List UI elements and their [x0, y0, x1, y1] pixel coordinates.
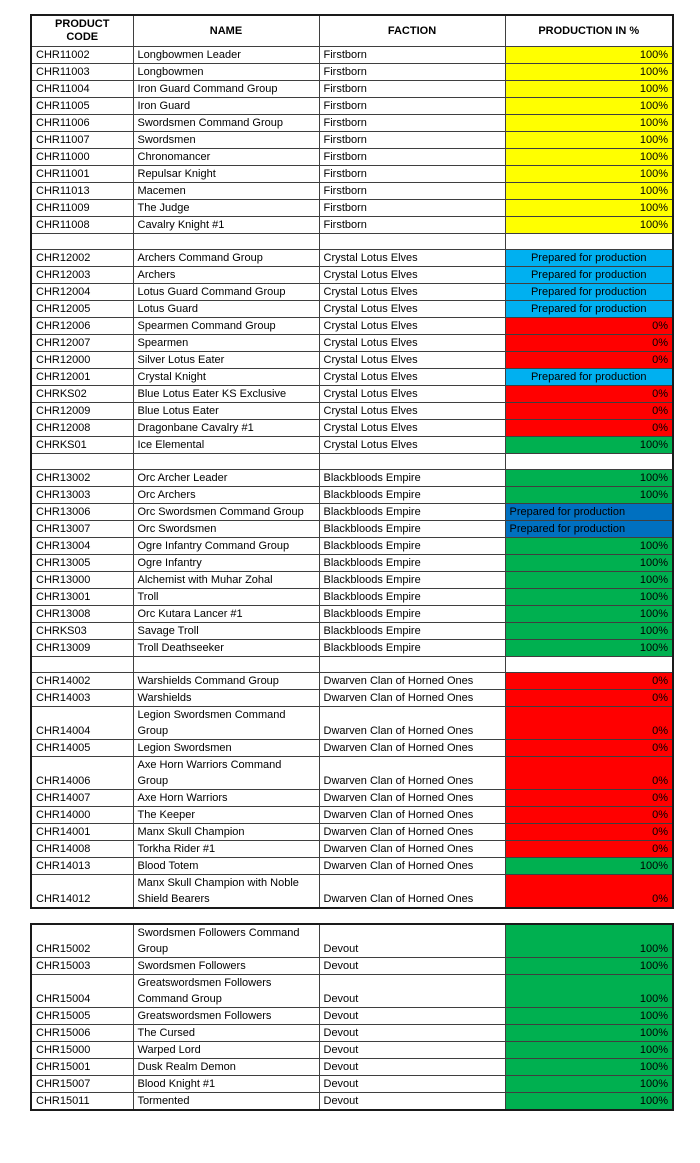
- header-row: [31, 15, 673, 47]
- product-name-cell: Spearmen: [133, 335, 319, 352]
- product-name-cell: Ogre Infantry: [133, 555, 319, 572]
- table-row: [31, 1042, 673, 1059]
- faction-cell: Dwarven Clan of Horned Ones: [319, 790, 505, 807]
- spacer-cell: [133, 657, 319, 673]
- faction-cell: Dwarven Clan of Horned Ones: [319, 690, 505, 707]
- column-header-status: PRODUCTION IN %: [505, 15, 673, 47]
- product-name-cell: Iron Guard Command Group: [133, 81, 319, 98]
- product-name-cell: Greatswordsmen Followers Command Group: [133, 975, 319, 1008]
- spacer-cell: [133, 234, 319, 250]
- table-row: [31, 98, 673, 115]
- production-status-cell: Prepared for production: [505, 369, 673, 386]
- product-name-cell: Greatswordsmen Followers: [133, 1008, 319, 1025]
- product-name-cell: Swordsmen Followers: [133, 958, 319, 975]
- table-row: [31, 975, 673, 1008]
- product-code-cell: CHR13001: [31, 589, 133, 606]
- product-name-cell: Lotus Guard Command Group: [133, 284, 319, 301]
- table-row: [31, 149, 673, 166]
- faction-cell: Firstborn: [319, 115, 505, 132]
- product-code-cell: CHR12008: [31, 420, 133, 437]
- production-status-cell: 0%: [505, 352, 673, 369]
- table-row: [31, 790, 673, 807]
- faction-cell: Dwarven Clan of Horned Ones: [319, 757, 505, 790]
- production-status-cell: 100%: [505, 470, 673, 487]
- production-status-cell: 100%: [505, 487, 673, 504]
- production-status-cell: 100%: [505, 858, 673, 875]
- table-row: [31, 757, 673, 790]
- production-status-cell: 100%: [505, 98, 673, 115]
- production-status-cell: Prepared for production: [505, 521, 673, 538]
- product-name-cell: Blood Knight #1: [133, 1076, 319, 1093]
- faction-cell: Crystal Lotus Elves: [319, 369, 505, 386]
- table-row: [31, 81, 673, 98]
- faction-cell: Devout: [319, 958, 505, 975]
- table-row: [31, 420, 673, 437]
- product-code-cell: CHR13006: [31, 504, 133, 521]
- product-name-cell: The Judge: [133, 200, 319, 217]
- table-row: [31, 115, 673, 132]
- faction-cell: Devout: [319, 1076, 505, 1093]
- product-name-cell: Swordsmen Followers Command Group: [133, 924, 319, 958]
- table-row: [31, 824, 673, 841]
- faction-cell: Blackbloods Empire: [319, 589, 505, 606]
- table-row: [31, 924, 673, 958]
- product-code-cell: CHR15011: [31, 1093, 133, 1111]
- spacer-row: [31, 657, 673, 673]
- spacer-cell: [319, 657, 505, 673]
- product-code-cell: CHR15000: [31, 1042, 133, 1059]
- product-code-cell: CHR13004: [31, 538, 133, 555]
- product-name-cell: Orc Archers: [133, 487, 319, 504]
- product-code-cell: CHR12000: [31, 352, 133, 369]
- faction-cell: Crystal Lotus Elves: [319, 284, 505, 301]
- product-code-cell: CHR11007: [31, 132, 133, 149]
- product-code-cell: CHR11003: [31, 64, 133, 81]
- faction-cell: Blackbloods Empire: [319, 623, 505, 640]
- product-name-cell: Legion Swordsmen Command Group: [133, 707, 319, 740]
- product-name-cell: Orc Kutara Lancer #1: [133, 606, 319, 623]
- product-name-cell: Warped Lord: [133, 1042, 319, 1059]
- table-row: [31, 301, 673, 318]
- faction-cell: Dwarven Clan of Horned Ones: [319, 807, 505, 824]
- faction-cell: Dwarven Clan of Horned Ones: [319, 673, 505, 690]
- production-status-cell: 100%: [505, 606, 673, 623]
- production-status-cell: 100%: [505, 47, 673, 64]
- product-code-cell: CHR11004: [31, 81, 133, 98]
- spacer-cell: [319, 234, 505, 250]
- production-status-cell: Prepared for production: [505, 284, 673, 301]
- product-name-cell: Troll: [133, 589, 319, 606]
- production-status-cell: 0%: [505, 875, 673, 909]
- product-code-cell: CHR12005: [31, 301, 133, 318]
- product-name-cell: Alchemist with Muhar Zohal: [133, 572, 319, 589]
- product-code-cell: CHR15005: [31, 1008, 133, 1025]
- table-row: [31, 369, 673, 386]
- production-status-cell: Prepared for production: [505, 504, 673, 521]
- faction-cell: Blackbloods Empire: [319, 470, 505, 487]
- product-code-cell: CHR11006: [31, 115, 133, 132]
- table-row: [31, 386, 673, 403]
- table-row: [31, 841, 673, 858]
- product-name-cell: Blue Lotus Eater KS Exclusive: [133, 386, 319, 403]
- faction-cell: Crystal Lotus Elves: [319, 267, 505, 284]
- product-code-cell: CHR14001: [31, 824, 133, 841]
- production-status-cell: 100%: [505, 589, 673, 606]
- product-name-cell: Silver Lotus Eater: [133, 352, 319, 369]
- faction-cell: Blackbloods Empire: [319, 538, 505, 555]
- table-blocks: [30, 14, 700, 1111]
- product-code-cell: CHR14005: [31, 740, 133, 757]
- product-code-cell: CHR11002: [31, 47, 133, 64]
- table-row: [31, 555, 673, 572]
- product-name-cell: Manx Skull Champion: [133, 824, 319, 841]
- faction-cell: Firstborn: [319, 47, 505, 64]
- faction-cell: Firstborn: [319, 217, 505, 234]
- production-status-cell: 100%: [505, 975, 673, 1008]
- product-code-cell: CHR12003: [31, 267, 133, 284]
- product-code-cell: CHR11005: [31, 98, 133, 115]
- production-status-cell: 0%: [505, 673, 673, 690]
- table-row: [31, 200, 673, 217]
- product-name-cell: Warshields: [133, 690, 319, 707]
- product-name-cell: Archers Command Group: [133, 250, 319, 267]
- faction-cell: Dwarven Clan of Horned Ones: [319, 740, 505, 757]
- product-code-cell: CHR11000: [31, 149, 133, 166]
- production-status-cell: 100%: [505, 1059, 673, 1076]
- spacer-row: [31, 234, 673, 250]
- faction-cell: Blackbloods Empire: [319, 572, 505, 589]
- product-code-cell: CHRKS01: [31, 437, 133, 454]
- table-row: [31, 858, 673, 875]
- faction-cell: Firstborn: [319, 166, 505, 183]
- table-row: [31, 47, 673, 64]
- faction-cell: Devout: [319, 1008, 505, 1025]
- faction-cell: Crystal Lotus Elves: [319, 437, 505, 454]
- table-row: [31, 318, 673, 335]
- product-name-cell: Orc Swordsmen: [133, 521, 319, 538]
- production-status-cell: 100%: [505, 1008, 673, 1025]
- product-code-cell: CHR12002: [31, 250, 133, 267]
- product-code-cell: CHR13005: [31, 555, 133, 572]
- product-name-cell: Archers: [133, 267, 319, 284]
- table-row: [31, 623, 673, 640]
- faction-cell: Crystal Lotus Elves: [319, 301, 505, 318]
- production-status-cell: 0%: [505, 841, 673, 858]
- table-row: [31, 470, 673, 487]
- product-name-cell: Savage Troll: [133, 623, 319, 640]
- production-status-cell: Prepared for production: [505, 301, 673, 318]
- table-row: [31, 352, 673, 369]
- product-name-cell: Manx Skull Champion with Noble Shield Bearers: [133, 875, 319, 909]
- production-status-cell: 0%: [505, 707, 673, 740]
- faction-cell: Blackbloods Empire: [319, 521, 505, 538]
- product-name-cell: Longbowmen Leader: [133, 47, 319, 64]
- table-row: [31, 132, 673, 149]
- table-row: [31, 707, 673, 740]
- product-name-cell: Lotus Guard: [133, 301, 319, 318]
- table-row: [31, 958, 673, 975]
- faction-cell: Dwarven Clan of Horned Ones: [319, 707, 505, 740]
- table-row: [31, 64, 673, 81]
- product-code-cell: CHR12006: [31, 318, 133, 335]
- product-code-cell: CHR14013: [31, 858, 133, 875]
- production-table-devout: [30, 923, 674, 1111]
- table-row: [31, 1008, 673, 1025]
- faction-cell: Crystal Lotus Elves: [319, 250, 505, 267]
- production-status-cell: 100%: [505, 924, 673, 958]
- product-code-cell: CHR15003: [31, 958, 133, 975]
- faction-cell: Blackbloods Empire: [319, 487, 505, 504]
- faction-cell: Crystal Lotus Elves: [319, 335, 505, 352]
- product-name-cell: Orc Archer Leader: [133, 470, 319, 487]
- product-name-cell: Axe Horn Warriors: [133, 790, 319, 807]
- product-name-cell: Swordsmen: [133, 132, 319, 149]
- product-name-cell: Repulsar Knight: [133, 166, 319, 183]
- product-code-cell: CHR14008: [31, 841, 133, 858]
- table-row: [31, 183, 673, 200]
- product-code-cell: CHR11009: [31, 200, 133, 217]
- table-row: [31, 504, 673, 521]
- product-name-cell: Dusk Realm Demon: [133, 1059, 319, 1076]
- table-block-gap: [30, 909, 700, 923]
- product-code-cell: CHR12001: [31, 369, 133, 386]
- production-status-cell: 100%: [505, 183, 673, 200]
- product-code-cell: CHR14000: [31, 807, 133, 824]
- product-code-cell: CHR12007: [31, 335, 133, 352]
- product-name-cell: Legion Swordsmen: [133, 740, 319, 757]
- product-name-cell: Troll Deathseeker: [133, 640, 319, 657]
- product-code-cell: CHR13002: [31, 470, 133, 487]
- production-status-cell: 0%: [505, 790, 673, 807]
- product-name-cell: Longbowmen: [133, 64, 319, 81]
- product-code-cell: CHR15006: [31, 1025, 133, 1042]
- spacer-cell: [133, 454, 319, 470]
- spacer-cell: [505, 234, 673, 250]
- product-code-cell: CHR14007: [31, 790, 133, 807]
- production-status-cell: 100%: [505, 81, 673, 98]
- production-status-cell: 100%: [505, 1025, 673, 1042]
- production-status-cell: 100%: [505, 437, 673, 454]
- faction-cell: Firstborn: [319, 132, 505, 149]
- faction-cell: Devout: [319, 975, 505, 1008]
- production-status-cell: 100%: [505, 217, 673, 234]
- table-row: [31, 1076, 673, 1093]
- table-row: [31, 166, 673, 183]
- table-row: [31, 640, 673, 657]
- product-name-cell: Orc Swordsmen Command Group: [133, 504, 319, 521]
- product-code-cell: CHR11001: [31, 166, 133, 183]
- table-row: [31, 807, 673, 824]
- product-name-cell: Ice Elemental: [133, 437, 319, 454]
- product-name-cell: Cavalry Knight #1: [133, 217, 319, 234]
- product-code-cell: CHR15002: [31, 924, 133, 958]
- table-row: [31, 284, 673, 301]
- faction-cell: Dwarven Clan of Horned Ones: [319, 875, 505, 909]
- product-name-cell: The Cursed: [133, 1025, 319, 1042]
- product-name-cell: Blue Lotus Eater: [133, 403, 319, 420]
- faction-cell: Firstborn: [319, 200, 505, 217]
- table-row: [31, 538, 673, 555]
- production-status-cell: 0%: [505, 740, 673, 757]
- product-code-cell: CHR12004: [31, 284, 133, 301]
- production-status-cell: 100%: [505, 132, 673, 149]
- product-code-cell: CHR14006: [31, 757, 133, 790]
- product-code-cell: CHR12009: [31, 403, 133, 420]
- product-code-cell: CHR15001: [31, 1059, 133, 1076]
- product-code-cell: CHRKS03: [31, 623, 133, 640]
- product-code-cell: CHR14004: [31, 707, 133, 740]
- table-row: [31, 217, 673, 234]
- column-header-faction: FACTION: [319, 15, 505, 47]
- faction-cell: Crystal Lotus Elves: [319, 386, 505, 403]
- production-status-cell: 0%: [505, 318, 673, 335]
- production-status-cell: Prepared for production: [505, 267, 673, 284]
- production-status-cell: 100%: [505, 1093, 673, 1111]
- faction-cell: Crystal Lotus Elves: [319, 420, 505, 437]
- product-name-cell: Macemen: [133, 183, 319, 200]
- product-name-cell: Tormented: [133, 1093, 319, 1111]
- production-status-cell: 100%: [505, 166, 673, 183]
- product-code-cell: CHR13000: [31, 572, 133, 589]
- production-status-cell: 0%: [505, 757, 673, 790]
- table-row: [31, 1093, 673, 1111]
- table-row: [31, 673, 673, 690]
- product-name-cell: The Keeper: [133, 807, 319, 824]
- production-status-cell: 100%: [505, 115, 673, 132]
- faction-cell: Firstborn: [319, 81, 505, 98]
- production-status-cell: 100%: [505, 623, 673, 640]
- production-status-cell: 100%: [505, 149, 673, 166]
- table-row: [31, 403, 673, 420]
- production-status-cell: 0%: [505, 335, 673, 352]
- production-status-cell: 100%: [505, 640, 673, 657]
- production-table-main: [30, 14, 674, 909]
- table-row: [31, 1059, 673, 1076]
- faction-cell: Dwarven Clan of Horned Ones: [319, 841, 505, 858]
- product-code-cell: CHR11008: [31, 217, 133, 234]
- product-name-cell: Swordsmen Command Group: [133, 115, 319, 132]
- faction-cell: Crystal Lotus Elves: [319, 318, 505, 335]
- table-row: [31, 875, 673, 909]
- spacer-cell: [319, 454, 505, 470]
- product-name-cell: Crystal Knight: [133, 369, 319, 386]
- product-name-cell: Dragonbane Cavalry #1: [133, 420, 319, 437]
- production-status-cell: 0%: [505, 420, 673, 437]
- faction-cell: Blackbloods Empire: [319, 640, 505, 657]
- spacer-cell: [505, 454, 673, 470]
- column-header-code: PRODUCT CODE: [31, 15, 133, 47]
- faction-cell: Crystal Lotus Elves: [319, 403, 505, 420]
- faction-cell: Blackbloods Empire: [319, 606, 505, 623]
- faction-cell: Firstborn: [319, 98, 505, 115]
- table-row: [31, 335, 673, 352]
- table-row: [31, 606, 673, 623]
- product-code-cell: CHRKS02: [31, 386, 133, 403]
- table-row: [31, 437, 673, 454]
- faction-cell: Devout: [319, 1059, 505, 1076]
- production-status-cell: 100%: [505, 1076, 673, 1093]
- faction-cell: Devout: [319, 924, 505, 958]
- faction-cell: Blackbloods Empire: [319, 555, 505, 572]
- product-code-cell: CHR13003: [31, 487, 133, 504]
- production-status-cell: 0%: [505, 403, 673, 420]
- product-code-cell: CHR13008: [31, 606, 133, 623]
- table-row: [31, 740, 673, 757]
- faction-cell: Devout: [319, 1025, 505, 1042]
- table-row: [31, 572, 673, 589]
- table-row: [31, 521, 673, 538]
- faction-cell: Firstborn: [319, 183, 505, 200]
- production-status-cell: 0%: [505, 690, 673, 707]
- product-code-cell: CHR15004: [31, 975, 133, 1008]
- product-name-cell: Chronomancer: [133, 149, 319, 166]
- faction-cell: Crystal Lotus Elves: [319, 352, 505, 369]
- production-status-cell: 100%: [505, 958, 673, 975]
- spacer-cell: [31, 454, 133, 470]
- production-status-cell: 100%: [505, 572, 673, 589]
- table-row: [31, 250, 673, 267]
- product-code-cell: CHR14003: [31, 690, 133, 707]
- spacer-cell: [505, 657, 673, 673]
- spacer-row: [31, 454, 673, 470]
- product-name-cell: Spearmen Command Group: [133, 318, 319, 335]
- production-status-cell: 100%: [505, 555, 673, 572]
- product-name-cell: Blood Totem: [133, 858, 319, 875]
- table-row: [31, 690, 673, 707]
- faction-cell: Dwarven Clan of Horned Ones: [319, 824, 505, 841]
- product-code-cell: CHR13009: [31, 640, 133, 657]
- product-name-cell: Axe Horn Warriors Command Group: [133, 757, 319, 790]
- table-row: [31, 267, 673, 284]
- production-status-cell: 0%: [505, 386, 673, 403]
- product-code-cell: CHR15007: [31, 1076, 133, 1093]
- table-row: [31, 589, 673, 606]
- production-status-cell: 0%: [505, 807, 673, 824]
- table-row: [31, 487, 673, 504]
- production-status-cell: 100%: [505, 64, 673, 81]
- faction-cell: Firstborn: [319, 149, 505, 166]
- product-name-cell: Warshields Command Group: [133, 673, 319, 690]
- product-name-cell: Iron Guard: [133, 98, 319, 115]
- faction-cell: Devout: [319, 1093, 505, 1111]
- product-name-cell: Torkha Rider #1: [133, 841, 319, 858]
- production-status-cell: Prepared for production: [505, 250, 673, 267]
- spacer-cell: [31, 657, 133, 673]
- product-name-cell: Ogre Infantry Command Group: [133, 538, 319, 555]
- column-header-name: NAME: [133, 15, 319, 47]
- production-status-cell: 0%: [505, 824, 673, 841]
- faction-cell: Blackbloods Empire: [319, 504, 505, 521]
- faction-cell: Devout: [319, 1042, 505, 1059]
- faction-cell: Firstborn: [319, 64, 505, 81]
- product-code-cell: CHR14002: [31, 673, 133, 690]
- production-status-cell: 100%: [505, 538, 673, 555]
- production-status-cell: 100%: [505, 200, 673, 217]
- spacer-cell: [31, 234, 133, 250]
- production-status-cell: 100%: [505, 1042, 673, 1059]
- faction-cell: Dwarven Clan of Horned Ones: [319, 858, 505, 875]
- product-code-cell: CHR13007: [31, 521, 133, 538]
- table-row: [31, 1025, 673, 1042]
- product-code-cell: CHR14012: [31, 875, 133, 909]
- product-code-cell: CHR11013: [31, 183, 133, 200]
